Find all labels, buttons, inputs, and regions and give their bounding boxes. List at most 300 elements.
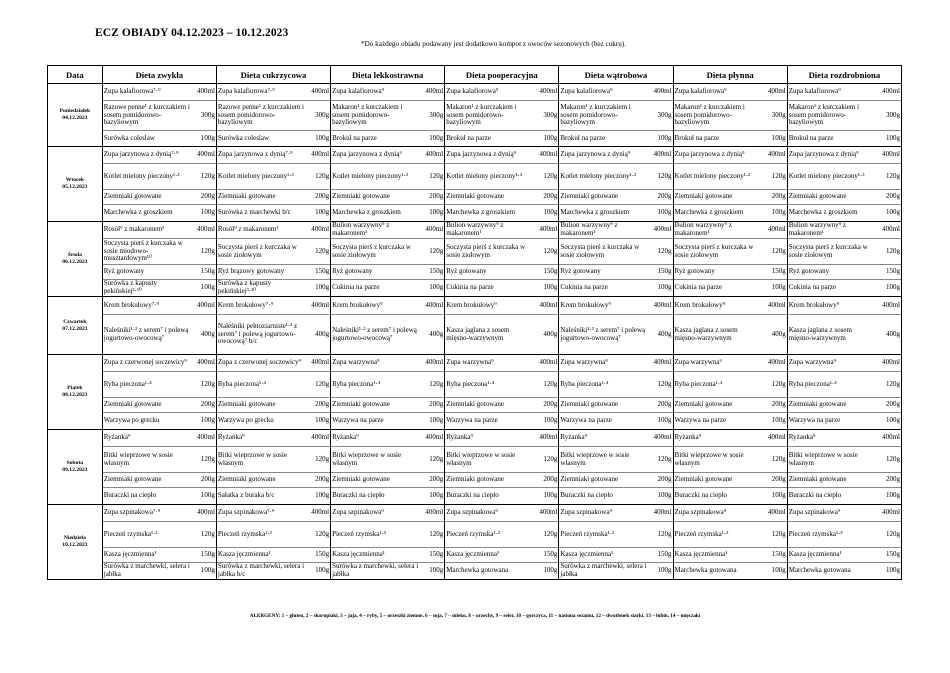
dish-portion: 200g bbox=[649, 190, 673, 205]
dish-portion: 300g bbox=[649, 101, 673, 131]
dish-name: Kotlet mielony pieczony¹·³ bbox=[787, 164, 877, 190]
dish-name: Kasza jęczmienna¹ bbox=[331, 548, 421, 563]
dish-portion: 400ml bbox=[649, 297, 673, 315]
dish-portion: 400ml bbox=[306, 297, 330, 315]
dish-name: Ziemniaki gotowane bbox=[787, 398, 877, 413]
dish-name: Zupa warzywna⁹ bbox=[559, 355, 649, 372]
dish-name: Ryżanka⁹ bbox=[445, 430, 535, 447]
dish-portion: 120g bbox=[306, 522, 330, 548]
dish-portion: 400ml bbox=[306, 147, 330, 164]
dish-portion: 150g bbox=[877, 265, 902, 280]
dish-name: Pieczeń rzymska¹·³ bbox=[216, 522, 306, 548]
allergens-legend: ALERGENY: 1 – gluten, 2 – skorupiaki, 3 – jaja, 4 – ryby, 5 – orzeszki ziemne, 6 – soja, 7 – mleko, 8 – orzechy, 9 – seler, 10 – gorczyca, 11 – nasiona sezamu, 12 – dwutlenek siarki, 13 – łubin, 14 – mięczaki bbox=[249, 613, 701, 619]
dish-portion: 100g bbox=[877, 131, 902, 147]
dish-portion: 400ml bbox=[649, 222, 673, 239]
page-title: ECZ OBIADY 04.12.2023 – 10.12.2023 bbox=[95, 27, 289, 39]
dish-portion: 400g bbox=[420, 315, 444, 355]
dish-name: Cukinia na parze bbox=[445, 280, 535, 297]
dish-portion: 200g bbox=[877, 190, 902, 205]
day-date: 05.12.2023 bbox=[62, 184, 88, 190]
table-row bbox=[48, 147, 902, 164]
dish-name: Kasza jęczmienna¹ bbox=[445, 548, 535, 563]
dish-portion: 100g bbox=[763, 205, 787, 222]
dish-name: Kasza jęczmienna¹ bbox=[787, 548, 877, 563]
dish-portion: 150g bbox=[192, 548, 216, 563]
dish-portion: 120g bbox=[649, 239, 673, 265]
dish-name: Bulion warzywny⁹ z makaronem¹ bbox=[673, 222, 763, 239]
dish-portion: 120g bbox=[306, 447, 330, 473]
dish-portion: 400ml bbox=[192, 297, 216, 315]
day-cell bbox=[48, 147, 103, 222]
dish-portion: 120g bbox=[877, 372, 902, 398]
dish-name: Buraczki na ciepło bbox=[559, 488, 649, 505]
dish-portion: 200g bbox=[306, 473, 330, 488]
table-row bbox=[48, 265, 902, 280]
dish-portion: 400ml bbox=[763, 430, 787, 447]
dish-name: Ryżanka⁹ bbox=[102, 430, 192, 447]
dish-portion: 400ml bbox=[306, 430, 330, 447]
table-row bbox=[48, 131, 902, 147]
dish-portion: 200g bbox=[420, 190, 444, 205]
dish-name: Zupa jarzynowa z dynią⁹ bbox=[331, 147, 421, 164]
dish-name: Ryż gotowany bbox=[673, 265, 763, 280]
dish-portion: 400g bbox=[763, 315, 787, 355]
dish-portion: 120g bbox=[192, 447, 216, 473]
dish-name: Brokuł na parze bbox=[331, 131, 421, 147]
header-diet: Dieta wątrobowa bbox=[559, 66, 673, 84]
dish-portion: 300g bbox=[877, 101, 902, 131]
dish-portion: 150g bbox=[420, 265, 444, 280]
dish-portion: 100g bbox=[192, 205, 216, 222]
dish-portion: 100g bbox=[649, 131, 673, 147]
dish-name: Kotlet mielony pieczony¹·³ bbox=[331, 164, 421, 190]
dish-portion: 100g bbox=[306, 413, 330, 430]
dish-name: Makaron¹ z kurczakiem i sosem pomidorowo-bazyliowym bbox=[787, 101, 877, 131]
dish-portion: 400ml bbox=[192, 222, 216, 239]
dish-portion: 100g bbox=[420, 413, 444, 430]
dish-name: Surówka z marchewki, selera i jabłka bbox=[559, 563, 649, 580]
dish-name: Ziemniaki gotowane bbox=[787, 190, 877, 205]
dish-name: Ryż gotowany bbox=[102, 265, 192, 280]
dish-name: Krem brokułowy⁹ bbox=[445, 297, 535, 315]
dish-name: Bitki wieprzowe w sosie własnym bbox=[445, 447, 535, 473]
dish-name: Cukinia na parze bbox=[559, 280, 649, 297]
dish-name: Ziemniaki gotowane bbox=[216, 398, 306, 413]
dish-portion: 400ml bbox=[534, 297, 558, 315]
dish-portion: 150g bbox=[534, 548, 558, 563]
dish-portion: 400ml bbox=[306, 355, 330, 372]
dish-portion: 400ml bbox=[877, 84, 902, 101]
dish-portion: 100g bbox=[420, 280, 444, 297]
dish-portion: 400ml bbox=[763, 84, 787, 101]
dish-name: Ziemniaki gotowane bbox=[102, 190, 192, 205]
dish-name: Warzywa po grecku bbox=[102, 413, 192, 430]
dish-portion: 200g bbox=[649, 473, 673, 488]
dish-portion: 120g bbox=[534, 522, 558, 548]
dish-name: Marchewka z groszkiem bbox=[673, 205, 763, 222]
dish-portion: 400ml bbox=[420, 84, 444, 101]
dish-portion: 100g bbox=[877, 205, 902, 222]
dish-name: Marchewka z groszkiem bbox=[559, 205, 649, 222]
dish-portion: 100g bbox=[649, 205, 673, 222]
dish-portion: 400ml bbox=[534, 222, 558, 239]
dish-name: Ryżanka⁹ bbox=[787, 430, 877, 447]
dish-name: Warzywa na parze bbox=[673, 413, 763, 430]
dish-portion: 100g bbox=[763, 280, 787, 297]
dish-portion: 400ml bbox=[534, 147, 558, 164]
dish-portion: 120g bbox=[534, 447, 558, 473]
dish-name: Surówka z marchewki, selera i jabłka bbox=[102, 563, 192, 580]
dish-portion: 100g bbox=[877, 488, 902, 505]
dish-portion: 100g bbox=[534, 488, 558, 505]
day-cell bbox=[48, 84, 103, 147]
dish-portion: 100g bbox=[877, 413, 902, 430]
dish-name: Zupa kalafiorowa⁷·⁹ bbox=[216, 84, 306, 101]
dish-portion: 400ml bbox=[877, 222, 902, 239]
dish-portion: 120g bbox=[420, 522, 444, 548]
dish-portion: 400ml bbox=[763, 297, 787, 315]
dish-portion: 150g bbox=[763, 548, 787, 563]
dish-portion: 100g bbox=[649, 413, 673, 430]
dish-name: Bulion warzywny⁹ z makaronem¹ bbox=[331, 222, 421, 239]
dish-name: Zupa warzywna⁹ bbox=[673, 355, 763, 372]
dish-name: Ziemniaki gotowane bbox=[331, 398, 421, 413]
dish-name: Warzywa na parze bbox=[331, 413, 421, 430]
dish-portion: 120g bbox=[420, 164, 444, 190]
table-row bbox=[48, 355, 902, 372]
dish-portion: 300g bbox=[534, 101, 558, 131]
dish-portion: 120g bbox=[649, 164, 673, 190]
dish-name: Ryba pieczona¹·⁴ bbox=[445, 372, 535, 398]
dish-portion: 100g bbox=[192, 488, 216, 505]
dish-portion: 400ml bbox=[763, 147, 787, 164]
dish-portion: 100g bbox=[534, 280, 558, 297]
dish-name: Razowe penne¹ z kurczakiem i sosem pomidorowo-bazyliowym bbox=[216, 101, 306, 131]
dish-portion: 100g bbox=[306, 280, 330, 297]
header-row bbox=[48, 66, 902, 84]
dish-portion: 200g bbox=[192, 190, 216, 205]
dish-name: Cukinia na parze bbox=[787, 280, 877, 297]
dish-name: Krem brokułowy⁷·⁹ bbox=[216, 297, 306, 315]
dish-name: Ryżanka⁹ bbox=[559, 430, 649, 447]
dish-portion: 400ml bbox=[877, 147, 902, 164]
dish-name: Ziemniaki gotowane bbox=[331, 473, 421, 488]
dish-name: Marchewka z groszkiem bbox=[787, 205, 877, 222]
dish-portion: 100g bbox=[192, 280, 216, 297]
day-cell bbox=[48, 222, 103, 297]
day-date: 09.12.2023 bbox=[62, 467, 88, 473]
dish-name: Zupa szpinakowa⁹ bbox=[445, 505, 535, 522]
dish-portion: 200g bbox=[306, 398, 330, 413]
dish-name: Warzywa na parze bbox=[787, 413, 877, 430]
dish-name: Zupa szpinakowa⁷·⁹ bbox=[102, 505, 192, 522]
dish-name: Ryba pieczona¹·⁴ bbox=[559, 372, 649, 398]
dish-portion: 200g bbox=[534, 190, 558, 205]
dish-name: Bitki wieprzowe w sosie własnym bbox=[216, 447, 306, 473]
dish-name: Ryba pieczona¹·⁴ bbox=[673, 372, 763, 398]
dish-name: Zupa warzywna⁹ bbox=[445, 355, 535, 372]
dish-portion: 120g bbox=[192, 372, 216, 398]
dish-name: Brokuł na parze bbox=[787, 131, 877, 147]
dish-name: Buraczki na ciepło bbox=[102, 488, 192, 505]
dish-name: Soczysta pierś z kurczaka w sosie ziołowym bbox=[445, 239, 535, 265]
dish-name: Zupa jarzynowa z dynią⁷·⁹ bbox=[102, 147, 192, 164]
dish-portion: 120g bbox=[534, 164, 558, 190]
dish-name: Ryż gotowany bbox=[331, 265, 421, 280]
dish-portion: 300g bbox=[306, 101, 330, 131]
table-row bbox=[48, 398, 902, 413]
day-cell bbox=[48, 430, 103, 505]
dish-name: Brokuł na parze bbox=[559, 131, 649, 147]
table-row bbox=[48, 473, 902, 488]
dish-name: Ryż gotowany bbox=[559, 265, 649, 280]
dish-portion: 400ml bbox=[420, 355, 444, 372]
dish-portion: 300g bbox=[763, 101, 787, 131]
dish-name: Marchewka gotowana bbox=[673, 563, 763, 580]
day-date: 06.12.2023 bbox=[62, 259, 88, 265]
dish-portion: 400ml bbox=[420, 505, 444, 522]
dish-portion: 120g bbox=[649, 447, 673, 473]
dish-name: Zupa szpinakowa⁹ bbox=[331, 505, 421, 522]
day-date: 04.12.2023 bbox=[62, 115, 88, 121]
dish-name: Ziemniaki gotowane bbox=[559, 473, 649, 488]
dish-portion: 200g bbox=[763, 473, 787, 488]
dish-name: Kotlet mielony pieczony¹·³ bbox=[559, 164, 649, 190]
day-name: Środa bbox=[67, 252, 82, 258]
dish-portion: 120g bbox=[649, 522, 673, 548]
dish-portion: 100g bbox=[306, 131, 330, 147]
dish-name: Pieczeń rzymska¹·³ bbox=[787, 522, 877, 548]
dish-portion: 300g bbox=[192, 101, 216, 131]
dish-name: Zupa z czerwonej soczewicy⁹ bbox=[102, 355, 192, 372]
table-row bbox=[48, 84, 902, 101]
dish-portion: 200g bbox=[649, 398, 673, 413]
dish-name: Pieczeń rzymska¹·³ bbox=[331, 522, 421, 548]
dish-portion: 120g bbox=[420, 447, 444, 473]
dish-portion: 400ml bbox=[306, 222, 330, 239]
day-cell bbox=[48, 355, 103, 430]
dish-name: Ryba pieczona¹·⁴ bbox=[216, 372, 306, 398]
dish-portion: 150g bbox=[534, 265, 558, 280]
dish-portion: 120g bbox=[763, 372, 787, 398]
dish-name: Buraczki na ciepło bbox=[787, 488, 877, 505]
dish-name: Marchewka z groszkiem bbox=[331, 205, 421, 222]
dish-portion: 150g bbox=[306, 548, 330, 563]
dish-portion: 100g bbox=[649, 280, 673, 297]
dish-name: Marchewka z groszkiem bbox=[102, 205, 192, 222]
dish-portion: 400ml bbox=[192, 84, 216, 101]
dish-name: Kotlet mielony pieczony¹·³ bbox=[216, 164, 306, 190]
dish-portion: 400ml bbox=[306, 505, 330, 522]
dish-name: Ryż gotowany bbox=[445, 265, 535, 280]
dish-name: Surówka z kapusty pekińskiej³·¹⁰ bbox=[216, 280, 306, 297]
dish-name: Rosół⁹ z makaronem¹ bbox=[216, 222, 306, 239]
dish-portion: 400g bbox=[306, 315, 330, 355]
dish-name: Zupa jarzynowa z dynią⁹ bbox=[673, 147, 763, 164]
dish-name: Warzywa na parze bbox=[559, 413, 649, 430]
dish-name: Rosół⁹ z makaronem¹ bbox=[102, 222, 192, 239]
dish-portion: 120g bbox=[192, 239, 216, 265]
dish-name: Brokuł na parze bbox=[673, 131, 763, 147]
dish-portion: 100g bbox=[192, 131, 216, 147]
dish-name: Bitki wieprzowe w sosie własnym bbox=[559, 447, 649, 473]
dish-name: Bulion warzywny⁹ z makaronem¹ bbox=[445, 222, 535, 239]
table-row bbox=[48, 505, 902, 522]
dish-name: Krem brokułowy⁹ bbox=[787, 297, 877, 315]
dish-portion: 300g bbox=[420, 101, 444, 131]
dish-portion: 400ml bbox=[877, 297, 902, 315]
dish-portion: 120g bbox=[877, 447, 902, 473]
dish-name: Marchewka gotowana bbox=[787, 563, 877, 580]
dish-portion: 150g bbox=[306, 265, 330, 280]
dish-name: Naleśniki¹·³ z serem⁷ i polewą jogurtowo-owocową⁷ bbox=[331, 315, 421, 355]
dish-portion: 150g bbox=[649, 548, 673, 563]
day-date: 08.12.2023 bbox=[62, 392, 88, 398]
day-date: 10.12.2023 bbox=[62, 542, 88, 548]
dish-name: Ryba pieczona¹·⁴ bbox=[331, 372, 421, 398]
dish-name: Zupa szpinakowa⁹ bbox=[673, 505, 763, 522]
dish-portion: 400g bbox=[534, 315, 558, 355]
dish-portion: 400g bbox=[192, 315, 216, 355]
table-row bbox=[48, 239, 902, 265]
day-cell bbox=[48, 505, 103, 580]
dish-name: Zupa kalafiorowa⁹ bbox=[787, 84, 877, 101]
dish-portion: 150g bbox=[877, 548, 902, 563]
dish-portion: 100g bbox=[763, 488, 787, 505]
dish-name: Ziemniaki gotowane bbox=[673, 398, 763, 413]
dish-name: Ryż brązowy gotowany bbox=[216, 265, 306, 280]
dish-portion: 200g bbox=[192, 398, 216, 413]
dish-name: Krem brokułowy⁷·⁹ bbox=[102, 297, 192, 315]
dish-name: Makaron¹ z kurczakiem i sosem pomidorowo-bazyliowym bbox=[559, 101, 649, 131]
dish-portion: 100g bbox=[306, 563, 330, 580]
header-diet: Dieta pooperacyjna bbox=[445, 66, 559, 84]
dish-portion: 100g bbox=[877, 280, 902, 297]
dish-name: Krem brokułowy⁹ bbox=[331, 297, 421, 315]
dish-portion: 120g bbox=[420, 239, 444, 265]
dish-name: Naleśniki¹·³ z serem⁷ i polewą jogurtowo-owocową⁷ bbox=[559, 315, 649, 355]
dish-name: Warzywa po grecku bbox=[216, 413, 306, 430]
table-row bbox=[48, 164, 902, 190]
day-name: Sobota bbox=[66, 460, 84, 466]
dish-name: Buraczki na ciepło bbox=[331, 488, 421, 505]
dish-name: Soczysta pierś z kurczaka w sosie miodowo-musztardowym¹⁰ bbox=[102, 239, 192, 265]
dish-name: Pieczeń rzymska¹·³ bbox=[445, 522, 535, 548]
dish-name: Buraczki na ciepło bbox=[673, 488, 763, 505]
day-name: Wtorek bbox=[65, 177, 84, 183]
dish-name: Bitki wieprzowe w sosie własnym bbox=[673, 447, 763, 473]
table-row bbox=[48, 101, 902, 131]
dish-name: Kotlet mielony pieczony¹·³ bbox=[102, 164, 192, 190]
dish-name: Naleśniki pełnoziarniste¹·³ z serem⁷ i polewą jogurtowo-owocową⁷ b/c bbox=[216, 315, 306, 355]
dish-portion: 100g bbox=[877, 563, 902, 580]
dish-portion: 400ml bbox=[649, 84, 673, 101]
dish-name: Soczysta pierś z kurczaka w sosie ziołowym bbox=[559, 239, 649, 265]
dish-portion: 400ml bbox=[763, 505, 787, 522]
dish-portion: 100g bbox=[534, 413, 558, 430]
dish-portion: 400ml bbox=[192, 430, 216, 447]
header-diet: Dieta zwykła bbox=[102, 66, 216, 84]
dish-portion: 120g bbox=[420, 372, 444, 398]
dish-name: Zupa jarzynowa z dynią⁹ bbox=[445, 147, 535, 164]
dish-portion: 400g bbox=[877, 315, 902, 355]
dish-name: Ziemniaki gotowane bbox=[216, 473, 306, 488]
dish-name: Bitki wieprzowe w sosie własnym bbox=[331, 447, 421, 473]
dish-name: Buraczki na ciepło bbox=[445, 488, 535, 505]
dish-name: Kotlet mielony pieczony¹·³ bbox=[673, 164, 763, 190]
dish-portion: 100g bbox=[649, 563, 673, 580]
dish-name: Pieczeń rzymska¹·³ bbox=[673, 522, 763, 548]
dish-name: Zupa jarzynowa z dynią⁷·⁹ bbox=[216, 147, 306, 164]
dish-portion: 400ml bbox=[649, 147, 673, 164]
dish-portion: 200g bbox=[192, 473, 216, 488]
dish-name: Surówka z marchewki b/c bbox=[216, 205, 306, 222]
dish-name: Ryba pieczona¹·⁴ bbox=[102, 372, 192, 398]
table-row bbox=[48, 548, 902, 563]
dish-name: Bulion warzywny⁹ z makaronem¹ bbox=[559, 222, 649, 239]
table-row bbox=[48, 447, 902, 473]
dish-name: Krem brokułowy⁹ bbox=[559, 297, 649, 315]
dish-name: Kasza jęczmienna¹ bbox=[102, 548, 192, 563]
dish-portion: 120g bbox=[192, 522, 216, 548]
dish-portion: 100g bbox=[763, 131, 787, 147]
day-name: Piątek bbox=[67, 385, 83, 391]
dish-name: Ziemniaki gotowane bbox=[559, 398, 649, 413]
dish-portion: 150g bbox=[192, 265, 216, 280]
table-row bbox=[48, 488, 902, 505]
dish-portion: 200g bbox=[877, 398, 902, 413]
dish-name: Razowe penne¹ z kurczakiem i sosem pomidorowo-bazyliowym bbox=[102, 101, 192, 131]
dish-name: Surówka z kapusty pekińskiej³·¹⁰ bbox=[102, 280, 192, 297]
dish-name: Sałatka z buraka b/c bbox=[216, 488, 306, 505]
dish-name: Ziemniaki gotowane bbox=[445, 473, 535, 488]
dish-portion: 100g bbox=[420, 488, 444, 505]
dish-name: Ziemniaki gotowane bbox=[673, 473, 763, 488]
day-cell bbox=[48, 297, 103, 355]
dish-name: Ziemniaki gotowane bbox=[559, 190, 649, 205]
table-row bbox=[48, 222, 902, 239]
dish-portion: 400ml bbox=[420, 222, 444, 239]
dish-name: Makaron¹ z kurczakiem i sosem pomidorowo-bazyliowym bbox=[445, 101, 535, 131]
dish-name: Zupa warzywna⁹ bbox=[331, 355, 421, 372]
dish-portion: 120g bbox=[534, 239, 558, 265]
dish-name: Soczysta pierś z kurczaka w sosie ziołowym bbox=[673, 239, 763, 265]
dish-portion: 400ml bbox=[534, 505, 558, 522]
dish-name: Ryżanka⁹ bbox=[673, 430, 763, 447]
dish-portion: 120g bbox=[306, 372, 330, 398]
dish-portion: 120g bbox=[877, 164, 902, 190]
dish-name: Ziemniaki gotowane bbox=[445, 190, 535, 205]
dish-name: Makaron¹ z kurczakiem i sosem pomidorowo-bazyliowym bbox=[331, 101, 421, 131]
dish-portion: 400ml bbox=[534, 355, 558, 372]
dish-portion: 100g bbox=[534, 205, 558, 222]
dish-name: Pieczeń rzymska¹·³ bbox=[559, 522, 649, 548]
dish-name: Ziemniaki gotowane bbox=[216, 190, 306, 205]
dish-name: Brokuł na parze bbox=[445, 131, 535, 147]
dish-name: Zupa jarzynowa z dynią⁹ bbox=[559, 147, 649, 164]
dish-portion: 400ml bbox=[763, 355, 787, 372]
dish-portion: 120g bbox=[763, 239, 787, 265]
dish-portion: 120g bbox=[763, 447, 787, 473]
table-row bbox=[48, 413, 902, 430]
dish-name: Marchewka gotowana bbox=[445, 563, 535, 580]
table-row bbox=[48, 522, 902, 548]
dish-name: Zupa jarzynowa z dynią⁹ bbox=[787, 147, 877, 164]
dish-name: Warzywa na parze bbox=[445, 413, 535, 430]
dish-portion: 120g bbox=[534, 372, 558, 398]
dish-name: Surówka coleslaw bbox=[102, 131, 192, 147]
dish-portion: 150g bbox=[649, 265, 673, 280]
